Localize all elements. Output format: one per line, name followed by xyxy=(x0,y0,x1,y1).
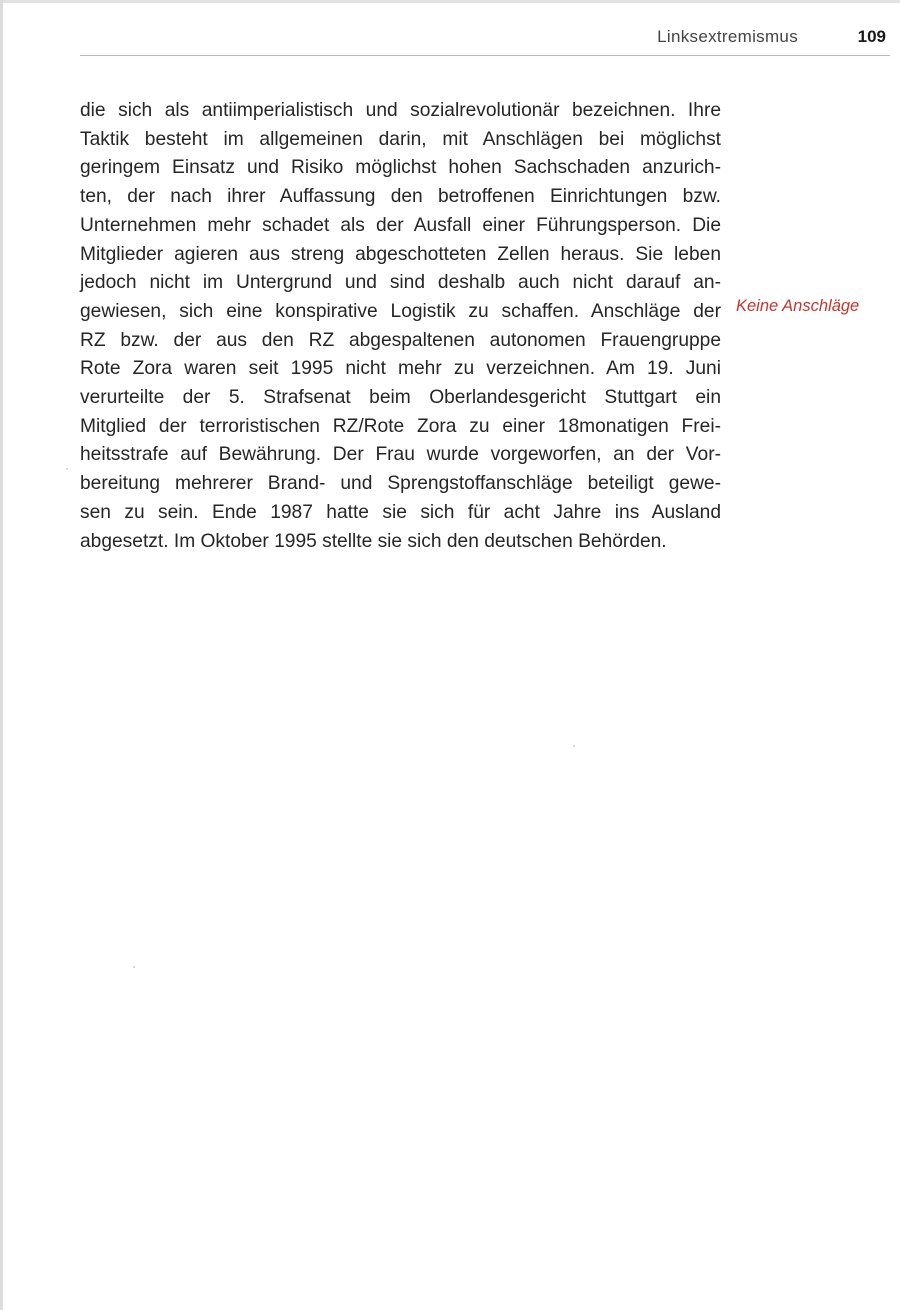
body-line: Mitglieder agieren aus streng abgeschotteten Zellen heraus. Sie leben xyxy=(80,243,721,265)
body-line: Taktik besteht im allgemeinen darin, mit Anschlägen bei möglichst xyxy=(80,128,721,150)
body-line: jedoch nicht im Untergrund und sind deshalb auch nicht darauf an- xyxy=(80,272,721,294)
running-title: Linksextremismus xyxy=(657,27,798,46)
body-line: Mitglied der terroristischen RZ/Rote Zora zu einer 18monatigen Frei- xyxy=(80,415,721,437)
body-line: ten, der nach ihrer Auffassung den betroffenen Einrichtungen bzw. xyxy=(80,186,721,208)
scan-edge-top xyxy=(0,0,900,3)
scan-speck xyxy=(133,966,135,968)
body-line: geringem Einsatz und Risiko möglichst hohen Sachschaden anzurich- xyxy=(80,157,721,179)
body-line: sen zu sein. Ende 1987 hatte sie sich für acht Jahre ins Ausland xyxy=(80,501,721,523)
page-number: 109 xyxy=(857,27,886,46)
body-line: Unternehmen mehr schadet als der Ausfall einer Führungsperson. Die xyxy=(80,214,721,236)
body-line: bereitung mehrerer Brand- und Sprengstoffanschläge beteiligt gewe- xyxy=(80,473,721,495)
margin-note: Keine Anschläge xyxy=(736,297,860,315)
body-line: RZ bzw. der aus den RZ abgespaltenen autonomen Frauengruppe xyxy=(80,329,721,351)
body-line: die sich als antiimperialistisch und sozialrevolutionär bezeichnen. Ihre xyxy=(80,100,721,121)
scan-speck xyxy=(573,745,575,747)
body-line: verurteilte der 5. Strafsenat beim Oberlandesgericht Stuttgart ein xyxy=(80,387,721,409)
scan-edge-left xyxy=(0,0,3,1310)
body-paragraph xyxy=(80,97,721,556)
scan-speck xyxy=(66,468,68,470)
running-head xyxy=(80,27,890,53)
header-rule xyxy=(80,55,890,56)
body-line: gewiesen, sich eine konspirative Logistik zu schaffen. Anschläge der xyxy=(80,300,721,322)
body-line: Rote Zora waren seit 1995 nicht mehr zu verzeichnen. Am 19. Juni xyxy=(80,358,721,380)
body-line: heitsstrafe auf Bewährung. Der Frau wurde vorgeworfen, an der Vor- xyxy=(80,444,721,466)
body-line: abgesetzt. Im Oktober 1995 stellte sie sich den deutschen Behörden. xyxy=(80,530,667,552)
